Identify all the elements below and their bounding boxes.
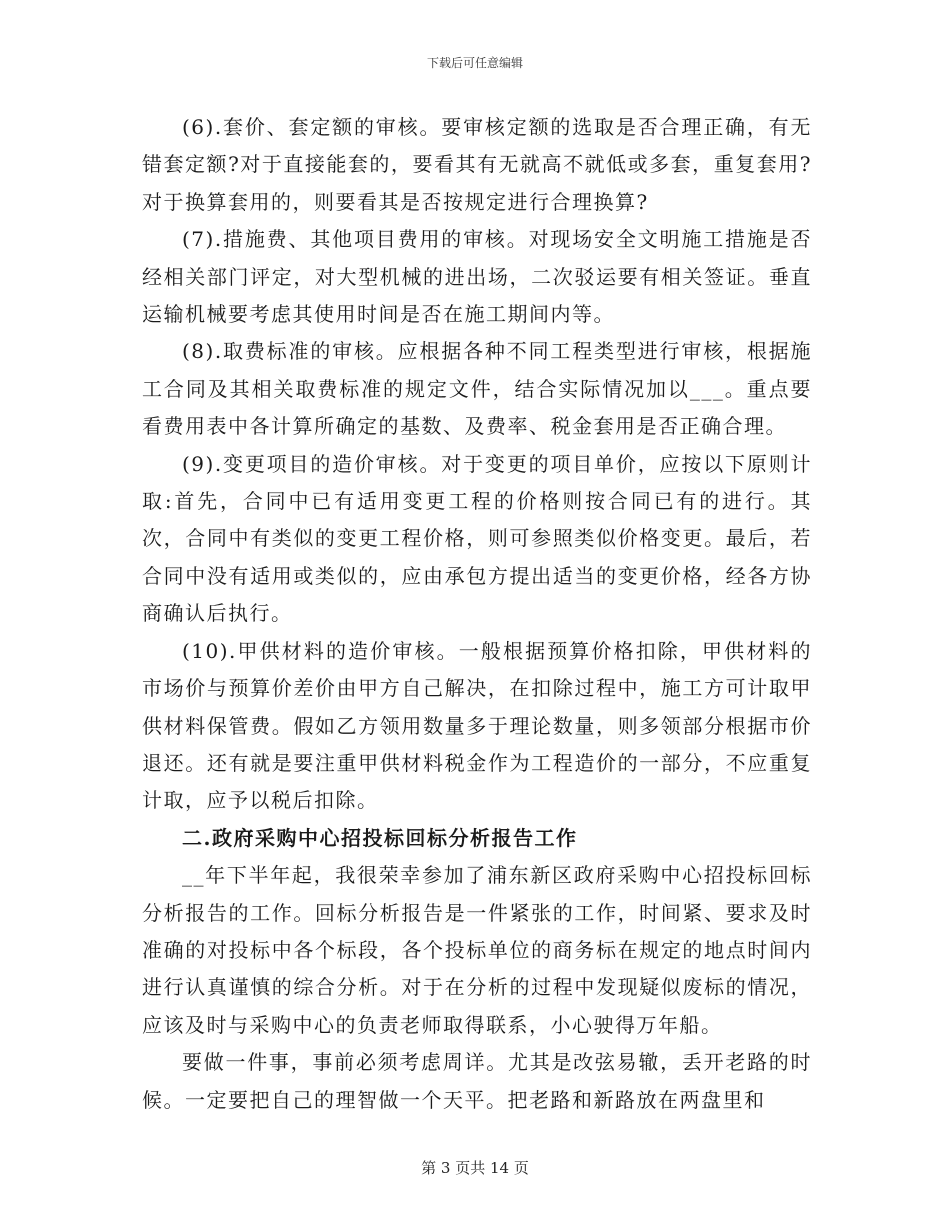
paragraph-item-10: (10).甲供材料的造价审核。一般根据预算价格扣除，甲供材料的市场价与预算价差价由甲方自己解决，在扣除过程中，施工方可计取甲供材料保管费。假如乙方领用数量多于理论数量，则多领部分根据市价退还。还有就是要注重甲供材料税金作为工程造价的一部分，不应重复计取，应予以税后扣除。 (142, 638, 812, 813)
page-number: 第 3 页共 14 页 (421, 1159, 529, 1177)
paragraph-bid-analysis: __年下半年起，我很荣幸参加了浦东新区政府采购中心招投标回标分析报告的工作。回标分析报告是一件紧张的工作，时间紧、要求及时准确的对投标中各个标段，各个投标单位的商务标在规定的地点时间内进行认真谨慎的综合分析。对于在分析的过程中发现疑似废标的情况，应该及时与采购中心的负责老师取得联系，小心驶得万年船。 (142, 863, 812, 1037)
paragraph-item-8: (8).取费标准的审核。应根据各种不同工程类型进行审核，根据施工合同及其相关取费标准的规定文件，结合实际情况加以___。重点要看费用表中各计算所确定的基数、及费率、税金套用是否正确合理。 (142, 339, 812, 439)
paragraph-consider-carefully: 要做一件事，事前必须考虑周详。尤其是改弦易辙，丢开老路的时候。一定要把自己的理智做一个天平。把老路和新路放在两盘里和 (142, 1050, 812, 1112)
section-heading-2: 二.政府采购中心招投标回标分析报告工作 (182, 825, 578, 850)
page-header-note: 下载后可任意编辑 (426, 56, 523, 70)
document-body (142, 109, 812, 1119)
paragraph-item-9: (9).变更项目的造价审核。对于变更的项目单价，应按以下原则计取:首先，合同中已有适用变更工程的价格则按合同已有的进行。其次，合同中有类似的变更工程价格，则可参照类似价格变更。最后，若合同中没有适用或类似的，应由承包方提出适当的变更价格，经各方协商确认后执行。 (142, 451, 812, 626)
paragraph-item-6: (6).套价、套定额的审核。要审核定额的选取是否合理正确，有无错套定额?对于直接能套的，要看其有无就高不就低或多套，重复套用?对于换算套用的，则要看其是否按规定进行合理换算? (142, 115, 812, 214)
paragraph-item-7: (7).措施费、其他项目费用的审核。对现场安全文明施工措施是否经相关部门评定，对大型机械的进出场，二次驳运要有相关签证。垂直运输机械要考虑其使用时间是否在施工期间内等。 (142, 227, 812, 327)
